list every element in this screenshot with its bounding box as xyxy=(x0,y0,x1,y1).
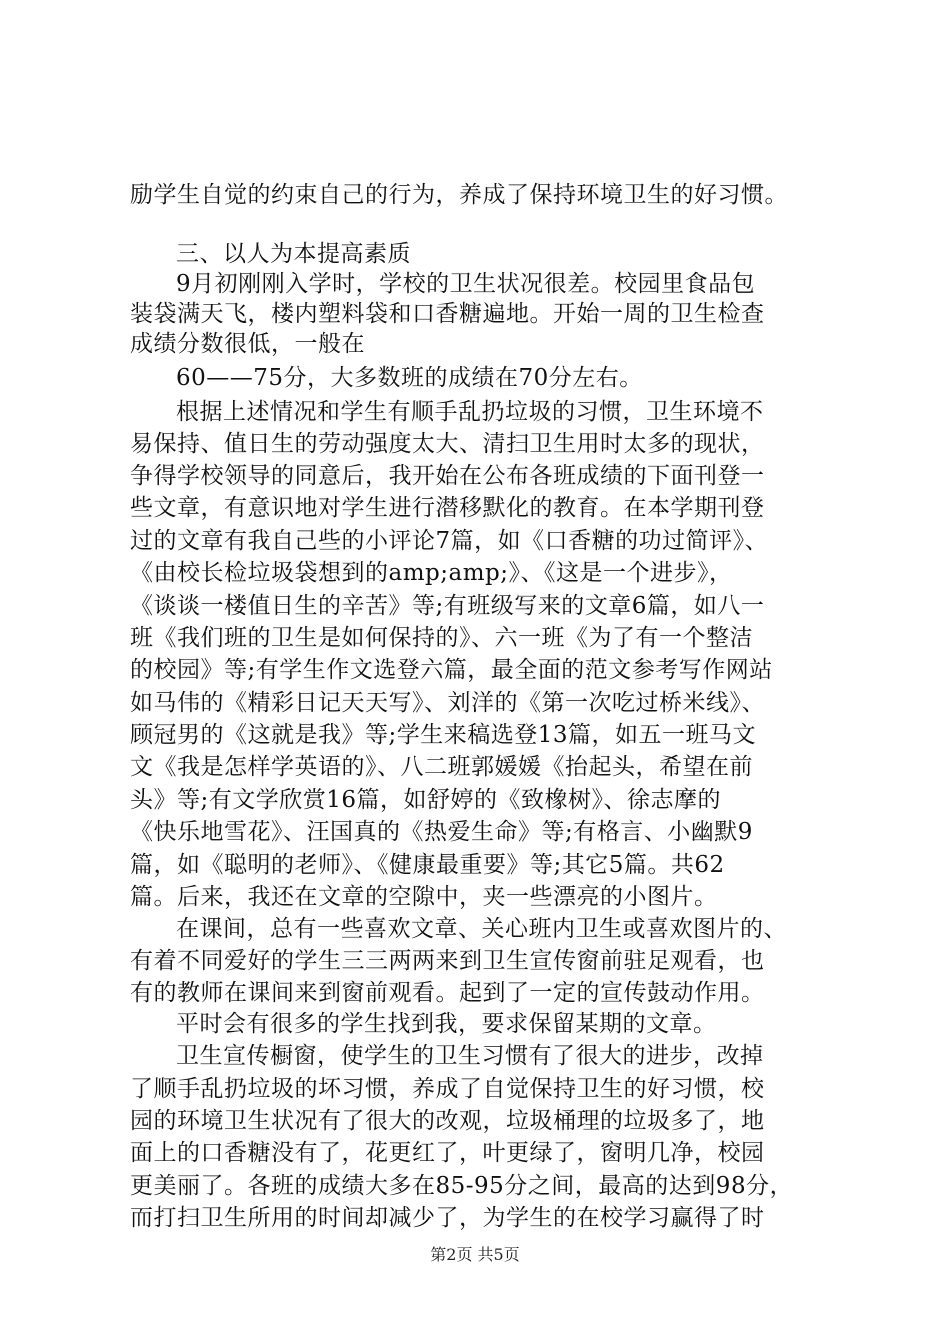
text-line-28: 了顺手乱扔垃圾的坏习惯，养成了自觉保持卫生的好习惯，校 xyxy=(130,1076,765,1102)
text-line-19: 头》等;有文学欣赏16篇，如舒婷的《致橡树》、徐志摩的 xyxy=(130,787,722,813)
text-line-15: 的校园》等;有学生作文选登六篇，最全面的范文参考写作网站 xyxy=(130,657,773,683)
section-heading: 三、以人为本提高素质 xyxy=(176,241,411,267)
page-number-footer: 第2页 共5页 xyxy=(430,1245,520,1264)
text-line-7: 根据上述情况和学生有顺手乱扔垃圾的习惯，卫生环境不 xyxy=(176,399,764,425)
text-line-22: 篇。后来，我还在文章的空隙中，夹一些漂亮的小图片。 xyxy=(130,884,718,910)
text-line-29: 园的环境卫生状况有了很大的改观，垃圾桶理的垃圾多了，地 xyxy=(130,1108,765,1134)
text-line-21: 篇，如《聪明的老师》、《健康最重要》等;其它5篇。共62 xyxy=(130,852,725,878)
text-line-13: 《谈谈一楼值日生的辛苦》等;有班级写来的文章6篇，如八一 xyxy=(130,593,765,619)
text-line-24: 有着不同爱好的学生三三两两来到卫生宣传窗前驻足观看，也 xyxy=(130,948,765,974)
text-line-23: 在课间，总有一些喜欢文章、关心班内卫生或喜欢图片的、 xyxy=(176,916,787,942)
text-line-4: 装袋满天飞，楼内塑料袋和口香糖遍地。开始一周的卫生检查 xyxy=(130,301,765,327)
text-line-18: 文《我是怎样学英语的》、八二班郭媛媛《抬起头，希望在前 xyxy=(130,754,753,780)
text-line-27: 卫生宣传橱窗，使学生的卫生习惯有了很大的进步，改掉 xyxy=(176,1043,764,1069)
text-line-12: 《由校长检垃圾袋想到的amp;amp;》、《这是一个进步》， xyxy=(130,560,733,586)
text-line-5: 成绩分数很低，一般在 xyxy=(130,331,365,357)
text-line-17: 顾冠男的《这就是我》等;学生来稿选登13篇，如五一班马文 xyxy=(130,722,757,748)
text-line-6: 60——75分，大多数班的成绩在70分左右。 xyxy=(176,365,643,391)
text-line-16: 如马伟的《精彩日记天天写》、刘洋的《第一次吃过桥米线》、 xyxy=(130,690,765,716)
text-line-8: 易保持、值日生的劳动强度太大、清扫卫生用时太多的现状， xyxy=(130,431,765,457)
text-line-1: 励学生自觉的约束自己的行为，养成了保持环境卫生的好习惯。 xyxy=(130,182,788,208)
text-line-11: 过的文章有我自己些的小评论7篇，如《口香糖的功过简评》、 xyxy=(130,528,769,554)
text-line-14: 班《我们班的卫生是如何保持的》、六一班《为了有一个整洁 xyxy=(130,625,753,651)
text-line-31: 更美丽了。各班的成绩大多在85-95分之间，最高的达到98分， xyxy=(130,1173,794,1199)
text-line-20: 《快乐地雪花》、汪国真的《热爱生命》等;有格言、小幽默9 xyxy=(130,819,753,845)
text-line-32: 而打扫卫生所用的时间却减少了，为学生的在校学习赢得了时 xyxy=(130,1205,765,1231)
text-line-25: 有的教师在课间来到窗前观看。起到了一定的宣传鼓动作用。 xyxy=(130,980,765,1006)
text-line-26: 平时会有很多的学生找到我，要求保留某期的文章。 xyxy=(176,1011,717,1037)
text-line-30: 面上的口香糖没有了，花更红了，叶更绿了，窗明几净，校园 xyxy=(130,1140,765,1166)
text-line-3: 9月初刚刚入学时，学校的卫生状况很差。校园里食品包 xyxy=(176,271,756,297)
text-line-9: 争得学校领导的同意后，我开始在公布各班成绩的下面刊登一 xyxy=(130,463,765,489)
text-line-10: 些文章，有意识地对学生进行潜移默化的教育。在本学期刊登 xyxy=(130,495,765,521)
